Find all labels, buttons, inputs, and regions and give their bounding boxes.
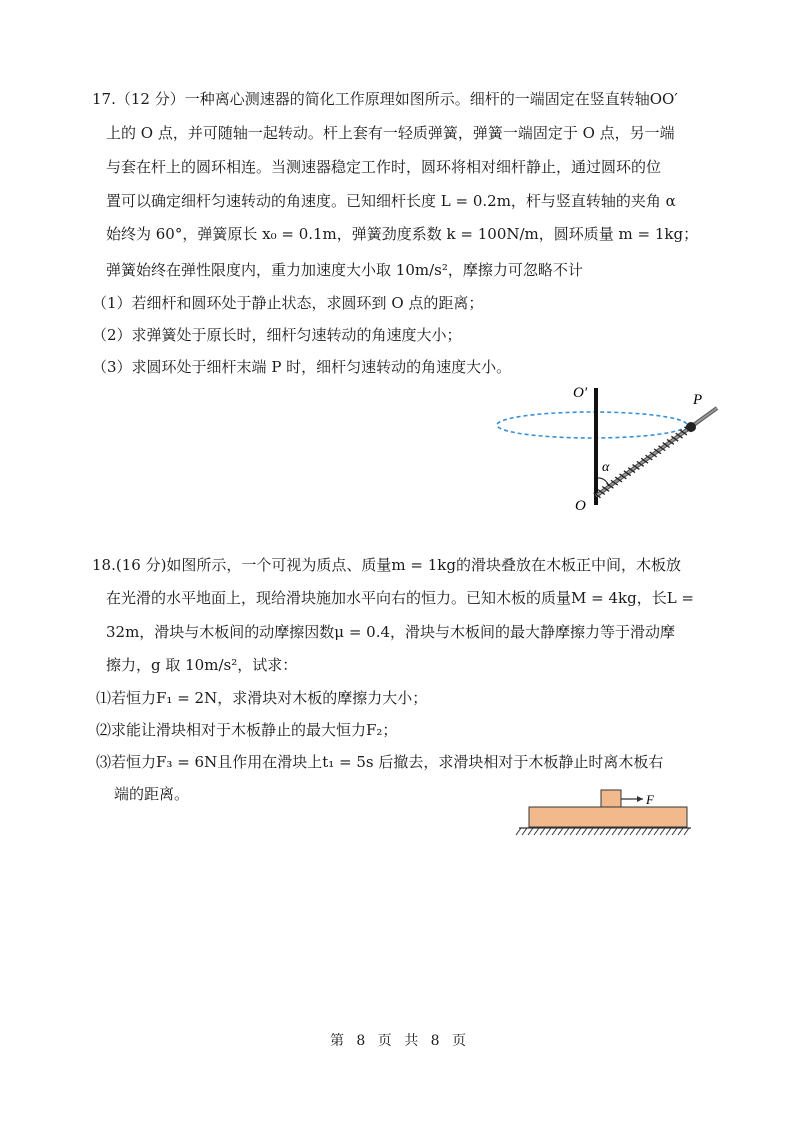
hatch-mark [678,828,683,835]
q17-figure [495,380,735,520]
q17-text-line-5: 始终为 60°，弹簧原长 x₀ = 0.1m，弹簧劲度系数 k = 100N/m，圆环质量 m = 1kg； [106,225,699,243]
hatch-mark [558,828,563,835]
hatch-mark [522,828,527,835]
q17-text-line-6: 弹簧始终在弹性限度内，重力加速度大小取 10m/s²，摩擦力可忽略不计 [106,261,583,279]
q17-text-line-3: 与套在杆上的圆环相连。当测速器稳定工作时，圆环将相对细杆静止，通过圆环的位 [106,158,662,176]
q17-text-line-1: 一种离心测速器的简化工作原理如图所示。细杆的一端固定在竖直转轴OO′ [184,90,678,108]
hatch-mark [666,828,671,835]
q18-number: 18. [92,556,116,574]
wood-board [529,807,687,827]
rotation-ellipse [497,412,687,438]
page-footer: 第 8 页 共 8 页 [329,1033,471,1049]
q18-text-line-2: 在光滑的水平地面上，现给滑块施加水平向右的恒力。已知木板的质量M = 4kg，长L = [106,589,694,607]
hatch-mark [576,828,581,835]
q18-first-line [92,555,681,575]
hatch-mark [672,828,677,835]
hatch-mark [528,828,533,835]
ground-hatch [516,828,689,835]
q17-text-line-2: 上的 O 点，并可随轴一起转动。杆上套有一轻质弹簧，弹簧一端固定于 O 点，另一端 [106,124,675,142]
hatch-mark [564,828,569,835]
q18-score: (16 分) [115,556,167,574]
hatch-mark [636,828,641,835]
q18-text-line-3: 32m，滑块与木板间的动摩擦因数μ = 0.4，滑块与木板间的最大静摩擦力等于滑动摩 [106,623,676,641]
q17-sub-3: （3）求圆环处于细杆末端 P 时，细杆匀速转动的角速度大小。 [92,358,512,376]
force-arrow-head [637,796,643,802]
label-o-prime: O′ [573,385,588,401]
hatch-mark [654,828,659,835]
hatch-mark [648,828,653,835]
hatch-mark [534,828,539,835]
q18-sub-3: ⑶若恒力F₃ = 6N且作用在滑块上t₁ = 5s 后撤去，求滑块相对于木板静止时离木板右 [96,753,664,771]
label-o: O [575,498,586,514]
hatch-mark [612,828,617,835]
q18-figure [515,785,695,840]
hatch-mark [642,828,647,835]
hatch-mark [660,828,665,835]
hatch-mark [516,828,521,835]
hatch-mark [552,828,557,835]
hatch-mark [570,828,575,835]
q18-text-line-4: 擦力，g 取 10m/s²，试求： [106,656,298,674]
q17-number: 17. [92,90,116,108]
q17-sub-1: （1）若细杆和圆环处于静止状态，求圆环到 O 点的距离； [92,294,484,312]
hatch-mark [618,828,623,835]
hatch-mark [546,828,551,835]
q17-text-line-4: 置可以确定细杆匀速转动的角速度。已知细杆长度 L = 0.2m，杆与竖直转轴的夹角 α [106,192,676,210]
label-alpha: α [602,460,610,475]
slider-block [601,790,621,807]
q18-sub-1: ⑴若恒力F₁ = 2N，求滑块对木板的摩擦力大小； [96,689,428,707]
ring [686,422,696,432]
q18-text-line-1: 如图所示，一个可视为质点、质量m = 1kg的滑块叠放在木板正中间，木板放 [166,556,681,574]
q17-first-line [92,89,678,109]
hatch-mark [540,828,545,835]
q17-score: （12 分） [115,90,185,108]
hatch-mark [594,828,599,835]
hatch-mark [582,828,587,835]
hatch-mark [630,828,635,835]
hatch-mark [600,828,605,835]
label-force: F [646,792,654,807]
hatch-mark [624,828,629,835]
hatch-mark [684,828,689,835]
q18-sub-2: ⑵求能让滑块相对于木板静止的最大恒力F₂； [96,721,398,739]
q17-sub-2: （2）求弹簧处于原长时，细杆匀速转动的角速度大小； [92,326,462,344]
label-p: P [693,392,703,408]
hatch-mark [606,828,611,835]
hatch-mark [588,828,593,835]
q18-sub-3-cont: 端的距离。 [114,785,190,803]
